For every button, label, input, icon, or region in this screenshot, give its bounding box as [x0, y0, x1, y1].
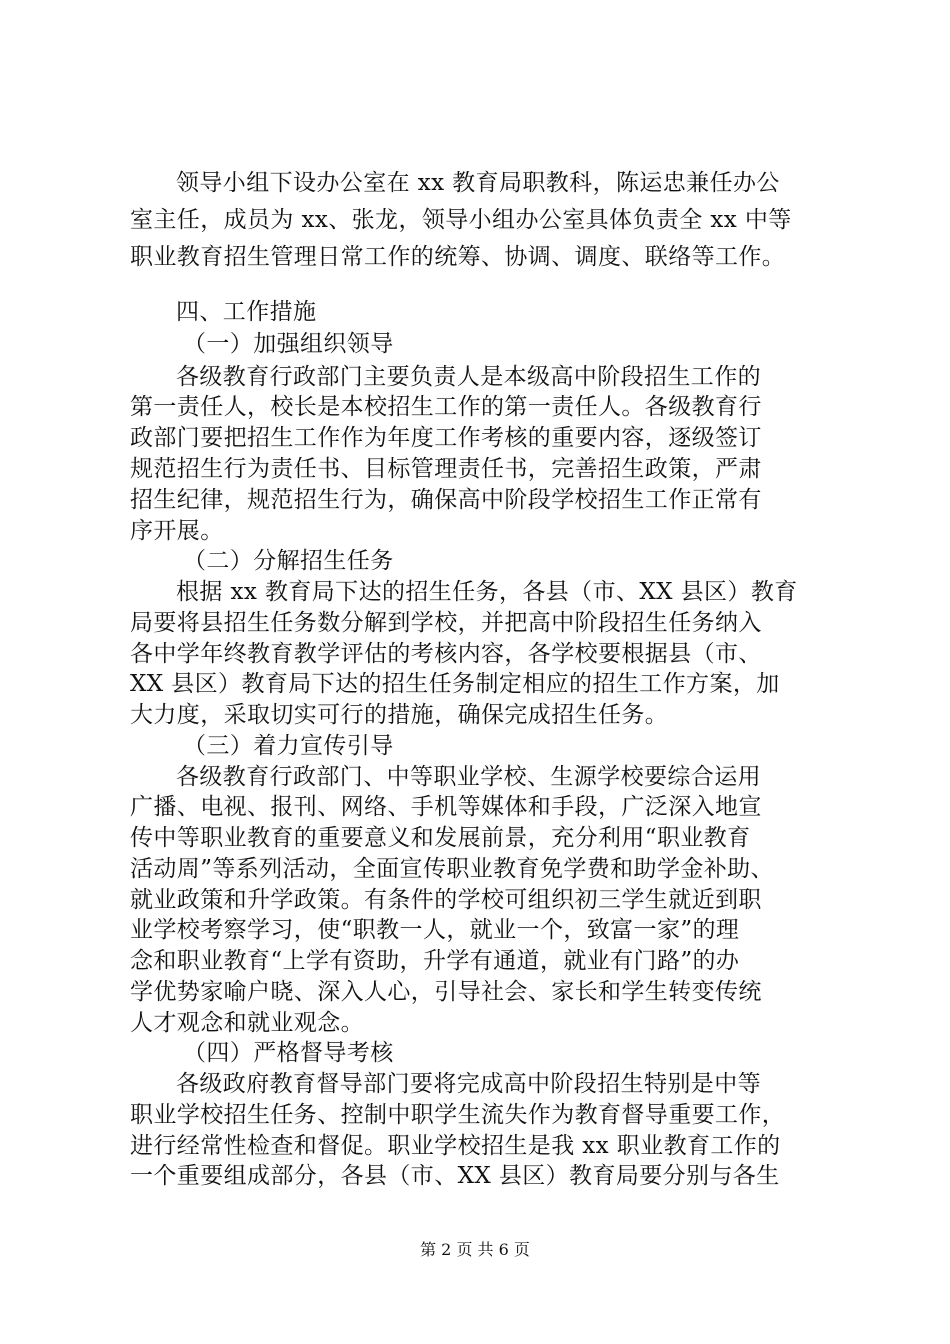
section-heading: 四、工作措施 [176, 299, 317, 325]
paragraph-line: 规范招生行为责任书、目标管理责任书，完善招生政策，严肃 [130, 456, 762, 482]
paragraph-line: 念和职业教育“上学有资助，升学有通道，就业有门路”的办 [130, 948, 740, 974]
paragraph-line: 人才观念和就业观念。 [130, 1010, 364, 1036]
paragraph-line: 各级政府教育督导部门要将完成高中阶段招生特别是中等 [176, 1071, 761, 1097]
paragraph-line: 室主任，成员为 xx、张龙，领导小组办公室具体负责全 xx 中等 [130, 207, 792, 233]
paragraph-line: 各中学年终教育教学评估的考核内容，各学校要根据县（市、 [130, 641, 762, 667]
paragraph-line: 各级教育行政部门主要负责人是本级高中阶段招生工作的 [176, 364, 761, 390]
paragraph-line: 第一责任人，校长是本校招生工作的第一责任人。各级教育行 [130, 394, 762, 420]
paragraph-line: 一个重要组成部分，各县（市、XX 县区）教育局要分别与各生 [130, 1163, 780, 1189]
paragraph-line: XX 县区）教育局下达的招生任务制定相应的招生工作方案，加 [130, 671, 780, 697]
paragraph-line: 广播、电视、报刊、网络、手机等媒体和手段，广泛深入地宣 [130, 794, 762, 820]
paragraph-line: 活动周”等系列活动，全面宣传职业教育免学费和助学金补助、 [130, 856, 774, 882]
paragraph-line: 业学校考察学习，使“职教一人，就业一个，致富一家”的理 [130, 917, 740, 943]
paragraph-line: 进行经常性检查和督促。职业学校招生是我 xx 职业教育工作的 [130, 1133, 781, 1159]
paragraph-line: 传中等职业教育的重要意义和发展前景，充分利用“职业教育 [130, 825, 751, 851]
paragraph-line: 序开展。 [130, 518, 224, 544]
paragraph-line: 局要将县招生任务数分解到学校，并把高中阶段招生任务纳入 [130, 610, 762, 636]
paragraph-line: 学优势家喻户晓、深入人心，引导社会、家长和学生转变传统 [130, 979, 762, 1005]
subsection-heading: （一）加强组织领导 [183, 331, 394, 357]
paragraph-line: 领导小组下设办公室在 xx 教育局职教科，陈运忠兼任办公 [176, 170, 780, 196]
paragraph-line: 根据 xx 教育局下达的招生任务，各县（市、XX 县区）教育 [176, 579, 798, 605]
paragraph-line: 政部门要把招生工作作为年度工作考核的重要内容，逐级签订 [130, 425, 762, 451]
subsection-heading: （三）着力宣传引导 [183, 733, 394, 759]
paragraph-line: 职业教育招生管理日常工作的统筹、协调、调度、联络等工作。 [130, 244, 786, 270]
paragraph-line: 大力度，采取切实可行的措施，确保完成招生任务。 [130, 702, 669, 728]
paragraph-line: 职业学校招生任务、控制中职学生流失作为教育督导重要工作， [130, 1102, 786, 1128]
paragraph-line: 各级教育行政部门、中等职业学校、生源学校要综合运用 [176, 764, 761, 790]
paragraph-line: 就业政策和升学政策。有条件的学校可组织初三学生就近到职 [130, 887, 762, 913]
subsection-heading: （四）严格督导考核 [183, 1040, 394, 1066]
subsection-heading: （二）分解招生任务 [183, 548, 394, 574]
page-number-footer: 第 2 页 共 6 页 [420, 1240, 530, 1259]
paragraph-line: 招生纪律，规范招生行为，确保高中阶段学校招生工作正常有 [130, 487, 762, 513]
